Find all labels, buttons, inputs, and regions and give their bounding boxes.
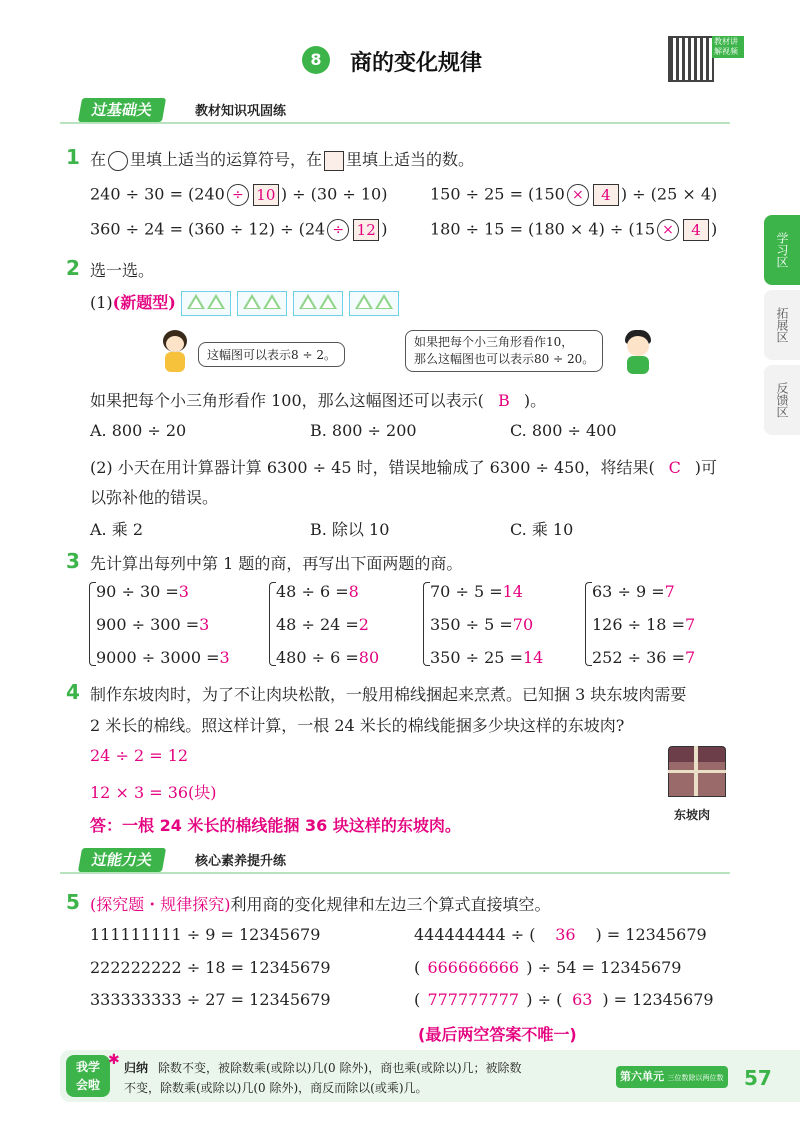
section-basic-tag: 过基础关: [78, 98, 166, 122]
q1-row-1-op[interactable]: ÷: [227, 184, 249, 206]
q5-number: 5: [66, 890, 80, 914]
square-icon: [324, 151, 344, 171]
q1-prompt-a: 在: [90, 150, 107, 169]
section-ability-tag: 过能力关: [78, 848, 166, 872]
q2-part2-answer[interactable]: C: [668, 458, 681, 477]
q1-row-2: 150 ÷ 25 = (150 × 4 ) ÷ (25 × 4): [430, 184, 718, 204]
q2-part1-option-b: B. 800 ÷ 200: [310, 421, 417, 440]
q4-work-1[interactable]: 24 ÷ 2 = 12: [90, 746, 189, 765]
q3-col-4-bracket: [585, 582, 592, 666]
section-ability-subtitle: 核心素养提升练: [195, 854, 287, 869]
q1-row-3: 360 ÷ 24 = (360 ÷ 12) ÷ (24 ÷ 12 ): [90, 219, 388, 239]
q3-col-4-row-2: 126 ÷ 18 =7: [592, 615, 696, 634]
q2-part2-question: (2) 小天在用计算器计算 6300 ÷ 45 时，错误地输成了 6300 ÷ 450，将结果( C )可: [90, 458, 717, 477]
dongpo-pork-caption: 东坡肉: [674, 808, 711, 822]
q1-row-3-val[interactable]: 12: [353, 219, 379, 241]
q2-part1-option-c: C. 800 ÷ 400: [510, 421, 617, 440]
q5-right-2-answer[interactable]: 666666666: [427, 958, 520, 977]
triangle-icon: [187, 294, 205, 309]
q1-row-1: 240 ÷ 30 = (240 ÷ 10 ) ÷ (30 ÷ 10): [90, 184, 388, 204]
q3-col-1-bracket: [89, 582, 96, 666]
q3-number: 3: [66, 549, 80, 573]
q1-row-2-val[interactable]: 4: [593, 184, 619, 206]
qr-code[interactable]: [668, 36, 714, 82]
triangle-icon: [375, 294, 393, 309]
q5-right-2: ( 666666666 ) ÷ 54 = 12345679: [414, 958, 682, 977]
q3-col-1-row-1: 90 ÷ 30 =3: [96, 582, 189, 601]
q3-col-4-row-3: 252 ÷ 36 =7: [592, 648, 696, 667]
q3-col-2-bracket: [269, 582, 276, 666]
triangle-icon: [263, 294, 281, 309]
q2-part1-question: 如果把每个小三角形看作 100，那么这幅图还可以表示( B )。: [90, 391, 547, 410]
q2-part2-question-cont: 以弥补他的错误。: [90, 488, 219, 507]
q4-work-2[interactable]: 12 × 3 = 36(块): [90, 783, 217, 802]
q5-right-1: 444444444 ÷ ( 36 ) = 12345679: [414, 925, 707, 944]
q3-title: 先计算出每列中第 1 题的商，再写出下面两题的商。: [90, 554, 463, 573]
circle-icon: [108, 151, 128, 171]
triangle-icon: [319, 294, 337, 309]
q3-col-1-row-3: 9000 ÷ 3000 =3: [96, 648, 230, 667]
q1-row-4-op[interactable]: ×: [657, 219, 679, 241]
girl-avatar: [160, 330, 190, 374]
page-number: 57: [744, 1066, 772, 1090]
q2-title: 选一选。: [90, 261, 155, 280]
q5-head: (探究题・规律探究)利用商的变化规律和左边三个算式直接填空。: [90, 895, 551, 914]
section-basic-banner: [60, 98, 730, 124]
page-title: 商的变化规律: [350, 51, 483, 76]
q3-col-4-row-1: 63 ÷ 9 =7: [592, 582, 675, 601]
q5-left-2: 222222222 ÷ 18 = 12345679: [90, 958, 331, 977]
footer-summary: 归纳 除数不变，被除数乘(或除以)几(0 除外)，商也乘(或除以)几；被除数 不变，除数乘(或除以)几(0 除外)，商反而除以(或乘)几。: [124, 1061, 522, 1095]
q2-part2-option-b: B. 除以 10: [310, 520, 390, 539]
q1-row-4-val[interactable]: 4: [683, 219, 709, 241]
footer-badge: 我学 会啦: [66, 1055, 110, 1097]
lesson-number: 8: [310, 50, 322, 69]
q2-part1-option-a: A. 800 ÷ 20: [90, 421, 187, 440]
q5-left-1: 111111111 ÷ 9 = 12345679: [90, 925, 321, 944]
q5-right-1-answer[interactable]: 36: [555, 925, 576, 944]
q2-new-type-tag: (新题型): [112, 293, 176, 312]
dongpo-pork-image: [668, 746, 724, 796]
q1-prompt-c: 里填上适当的数。: [346, 150, 475, 169]
triangle-icon: [299, 294, 317, 309]
triangle-icon: [243, 294, 261, 309]
q3-col-2-row-2: 48 ÷ 24 =2: [276, 615, 369, 634]
q1-row-4: 180 ÷ 15 = (180 × 4) ÷ (15 × 4 ): [430, 219, 718, 239]
boy-avatar: [622, 330, 654, 376]
q1-number: 1: [66, 145, 80, 169]
q3-col-2-row-3: 480 ÷ 6 =80: [276, 648, 380, 667]
q4-text-2: 2 米长的棉线。照这样计算，一根 24 米长的棉线能捆多少块这样的东坡肉?: [90, 716, 625, 735]
side-tab-feedback[interactable]: 反馈区: [764, 365, 800, 435]
q3-col-3-row-3: 350 ÷ 25 =14: [430, 648, 544, 667]
q5-right-3-answer-2[interactable]: 63: [572, 990, 593, 1009]
star-icon: ✱: [108, 1052, 120, 1068]
triangle-group: [293, 291, 343, 316]
q3-col-1-row-2: 900 ÷ 300 =3: [96, 615, 210, 634]
q1-prompt: [90, 147, 474, 171]
unit-label: 第六单元 三位数除以两位数: [616, 1066, 728, 1088]
side-tab-study[interactable]: 学习区: [764, 215, 800, 285]
triangle-icon: [207, 294, 225, 309]
triangle-group: [181, 291, 231, 316]
side-tab-extend[interactable]: 拓展区: [764, 290, 800, 360]
q5-right-3: ( 777777777 ) ÷ ( 63 ) = 12345679: [414, 990, 714, 1009]
q3-col-3-bracket: [423, 582, 430, 666]
q2-part1-head: (1)(新题型): [90, 290, 405, 316]
q1-row-3-op[interactable]: ÷: [327, 219, 349, 241]
q1-row-2-op[interactable]: ×: [567, 184, 589, 206]
section-ability-banner: [60, 848, 730, 874]
q4-text-1: 制作东坡肉时，为了不让肉块松散，一般用棉线捆起来烹煮。已知捆 3 块东坡肉需要: [90, 685, 687, 704]
q4-number: 4: [66, 680, 80, 704]
q3-col-2-row-1: 48 ÷ 6 =8: [276, 582, 359, 601]
triangle-icon: [355, 294, 373, 309]
speech-bubble-right: 如果把每个小三角形看作10， 那么这幅图也可以表示80 ÷ 20。: [405, 330, 603, 372]
q5-left-3: 333333333 ÷ 27 = 12345679: [90, 990, 331, 1009]
q5-tag: (探究题・规律探究): [90, 895, 231, 914]
q1-row-1-val[interactable]: 10: [253, 184, 279, 206]
q2-number: 2: [66, 256, 80, 280]
q2-part2-option-c: C. 乘 10: [510, 520, 574, 539]
lesson-number-badge: [302, 46, 330, 74]
q5-right-3-answer-1[interactable]: 777777777: [427, 990, 520, 1009]
q2-part2-option-a: A. 乘 2: [90, 520, 143, 539]
q5-note: (最后两空答案不唯一): [418, 1025, 577, 1044]
q2-part1-answer[interactable]: B: [497, 391, 510, 410]
triangle-group: [349, 291, 399, 316]
qr-label: 教材讲解视频: [712, 36, 744, 58]
section-basic-subtitle: 教材知识巩固练: [195, 104, 287, 119]
speech-bubble-left: 这幅图可以表示8 ÷ 2。: [198, 342, 345, 367]
q4-answer[interactable]: 答：一根 24 米长的棉线能捆 36 块这样的东坡肉。: [90, 816, 461, 835]
q3-col-3-row-1: 70 ÷ 5 =14: [430, 582, 523, 601]
q1-prompt-b: 里填上适当的运算符号，在: [130, 150, 323, 169]
q3-col-3-row-2: 350 ÷ 5 =70: [430, 615, 534, 634]
summary-label: 归纳: [124, 1061, 149, 1075]
triangle-group: [237, 291, 287, 316]
